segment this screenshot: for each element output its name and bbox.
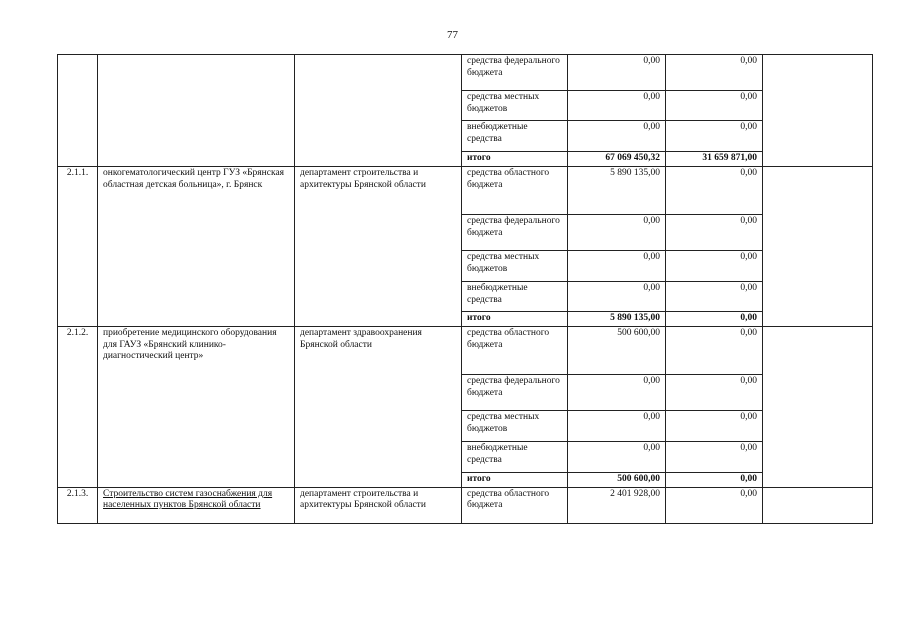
value-cell: 0,00 bbox=[568, 282, 666, 312]
executor-cell: департамент строительства и архитектуры Брянской области bbox=[295, 167, 462, 327]
source-cell: итого bbox=[462, 312, 568, 327]
name-cell: Строительство систем газоснабжения для населенных пунктов Брянской области bbox=[98, 487, 295, 523]
source-cell: средства федерального бюджета bbox=[462, 215, 568, 251]
source-cell: внебюджетные средства bbox=[462, 282, 568, 312]
source-cell: средства областного бюджета bbox=[462, 167, 568, 215]
value-cell: 0,00 bbox=[666, 473, 763, 488]
table-row bbox=[58, 487, 873, 523]
source-cell: средства местных бюджетов bbox=[462, 411, 568, 442]
value-cell: 0,00 bbox=[666, 327, 763, 375]
source-cell: средства федерального бюджета bbox=[462, 55, 568, 91]
source-cell: средства областного бюджета bbox=[462, 327, 568, 375]
value-cell: 0,00 bbox=[568, 91, 666, 121]
table-row bbox=[58, 327, 873, 375]
value-cell: 500 600,00 bbox=[568, 473, 666, 488]
table-row bbox=[58, 55, 873, 91]
source-cell: внебюджетные средства bbox=[462, 442, 568, 473]
value-cell: 0,00 bbox=[568, 442, 666, 473]
value-cell: 0,00 bbox=[666, 312, 763, 327]
empty-cell bbox=[763, 487, 873, 523]
name-cell bbox=[98, 55, 295, 167]
value-cell: 0,00 bbox=[666, 487, 763, 523]
value-cell: 2 401 928,00 bbox=[568, 487, 666, 523]
code-cell bbox=[58, 55, 98, 167]
value-cell: 0,00 bbox=[568, 411, 666, 442]
value-cell: 0,00 bbox=[666, 442, 763, 473]
value-cell: 0,00 bbox=[568, 55, 666, 91]
value-cell: 0,00 bbox=[568, 375, 666, 411]
value-cell: 0,00 bbox=[666, 121, 763, 152]
value-cell: 0,00 bbox=[666, 167, 763, 215]
value-cell: 5 890 135,00 bbox=[568, 167, 666, 215]
code-cell: 2.1.1. bbox=[58, 167, 98, 327]
source-cell: итого bbox=[462, 152, 568, 167]
value-cell: 500 600,00 bbox=[568, 327, 666, 375]
executor-cell: департамент здравоохранения Брянской области bbox=[295, 327, 462, 488]
budget-table bbox=[57, 54, 873, 524]
source-cell: средства местных бюджетов bbox=[462, 251, 568, 282]
source-cell: итого bbox=[462, 473, 568, 488]
value-cell: 31 659 871,00 bbox=[666, 152, 763, 167]
table-row bbox=[58, 167, 873, 215]
source-cell: средства областного бюджета bbox=[462, 487, 568, 523]
value-cell: 0,00 bbox=[666, 375, 763, 411]
value-cell: 0,00 bbox=[666, 91, 763, 121]
value-cell: 0,00 bbox=[568, 251, 666, 282]
value-cell: 0,00 bbox=[666, 411, 763, 442]
value-cell: 0,00 bbox=[666, 215, 763, 251]
value-cell: 5 890 135,00 bbox=[568, 312, 666, 327]
source-cell: внебюджетные средства bbox=[462, 121, 568, 152]
value-cell: 0,00 bbox=[666, 55, 763, 91]
value-cell: 67 069 450,32 bbox=[568, 152, 666, 167]
code-cell: 2.1.2. bbox=[58, 327, 98, 488]
value-cell: 0,00 bbox=[568, 215, 666, 251]
executor-cell: департамент строительства и архитектуры Брянской области bbox=[295, 487, 462, 523]
source-cell: средства местных бюджетов bbox=[462, 91, 568, 121]
value-cell: 0,00 bbox=[568, 121, 666, 152]
empty-cell bbox=[763, 55, 873, 167]
value-cell: 0,00 bbox=[666, 251, 763, 282]
name-cell: приобретение медицинского оборудования для ГАУЗ «Брянский клинико-диагностический центр» bbox=[98, 327, 295, 488]
empty-cell bbox=[763, 327, 873, 488]
executor-cell bbox=[295, 55, 462, 167]
empty-cell bbox=[763, 167, 873, 327]
source-cell: средства федерального бюджета bbox=[462, 375, 568, 411]
page-number: 77 bbox=[447, 29, 458, 41]
name-cell: онкогематологический центр ГУЗ «Брянская областная детская больница», г. Брянск bbox=[98, 167, 295, 327]
value-cell: 0,00 bbox=[666, 282, 763, 312]
code-cell: 2.1.3. bbox=[58, 487, 98, 523]
